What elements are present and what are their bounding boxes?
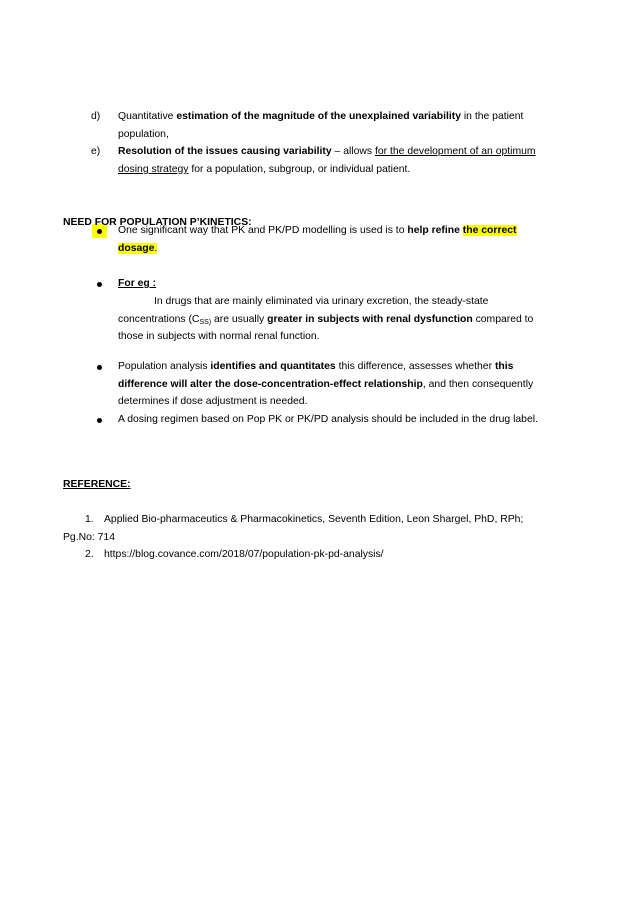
item-d-line2: population, (118, 129, 169, 140)
need-bullet3-line1: Population analysis identifies and quantitates this difference, assesses whether this (118, 361, 514, 372)
bullet-icon (97, 418, 102, 423)
need-bullet2-line2: concentrations ($C_{SS)}$ are usually greater in subjects with renal dysfunction compared to (118, 314, 534, 326)
reference-marker-2: 2. (85, 549, 94, 560)
bullet-icon (97, 229, 102, 234)
item-d-line1: Quantitative estimation of the magnitude of the unexplained variability in the patient (118, 111, 524, 122)
list-marker-d: d) (91, 111, 101, 122)
need-bullet3-line3: determines if dose adjustment is needed. (118, 396, 308, 407)
section-heading-reference: REFERENCE: (63, 479, 131, 490)
need-bullet1-line2: dosage. (118, 243, 158, 254)
reference-2-link[interactable]: https://blog.covance.com/2018/07/population-pk-pd-analysis/ (104, 549, 384, 560)
need-bullet4-line1: A dosing regimen based on Pop PK or PK/PD analysis should be included in the drug label. (118, 414, 538, 425)
reference-1-line2: Pg.No: 714 (63, 532, 115, 543)
need-bullet3-line2: difference will alter the dose-concentration-effect relationship, and then consequently (118, 379, 534, 390)
bullet-icon (97, 282, 102, 287)
need-bullet1-line1: One significant way that PK and PK/PD modelling is used is to help refine the correct (118, 225, 517, 236)
need-bullet2-line3: those in subjects with normal renal function. (118, 331, 320, 342)
reference-1-line1: Applied Bio-pharmaceutics & Pharmacokinetics, Seventh Edition, Leon Shargel, PhD, RPh; (104, 514, 524, 525)
need-bullet2-line1: In drugs that are mainly eliminated via urinary excretion, the steady-state (154, 296, 489, 307)
need-bullet2-label: For eg : (118, 278, 157, 289)
list-marker-e: e) (91, 146, 101, 157)
reference-marker-1: 1. (85, 514, 94, 525)
section-heading-need: NEED FOR POPULATION P’KINETICS: (63, 217, 252, 228)
item-e-line1: Resolution of the issues causing variability – allows for the development of an optimum (118, 146, 536, 157)
bullet-icon (97, 365, 102, 370)
item-e-line2: dosing strategy for a population, subgroup, or individual patient. (118, 164, 411, 175)
